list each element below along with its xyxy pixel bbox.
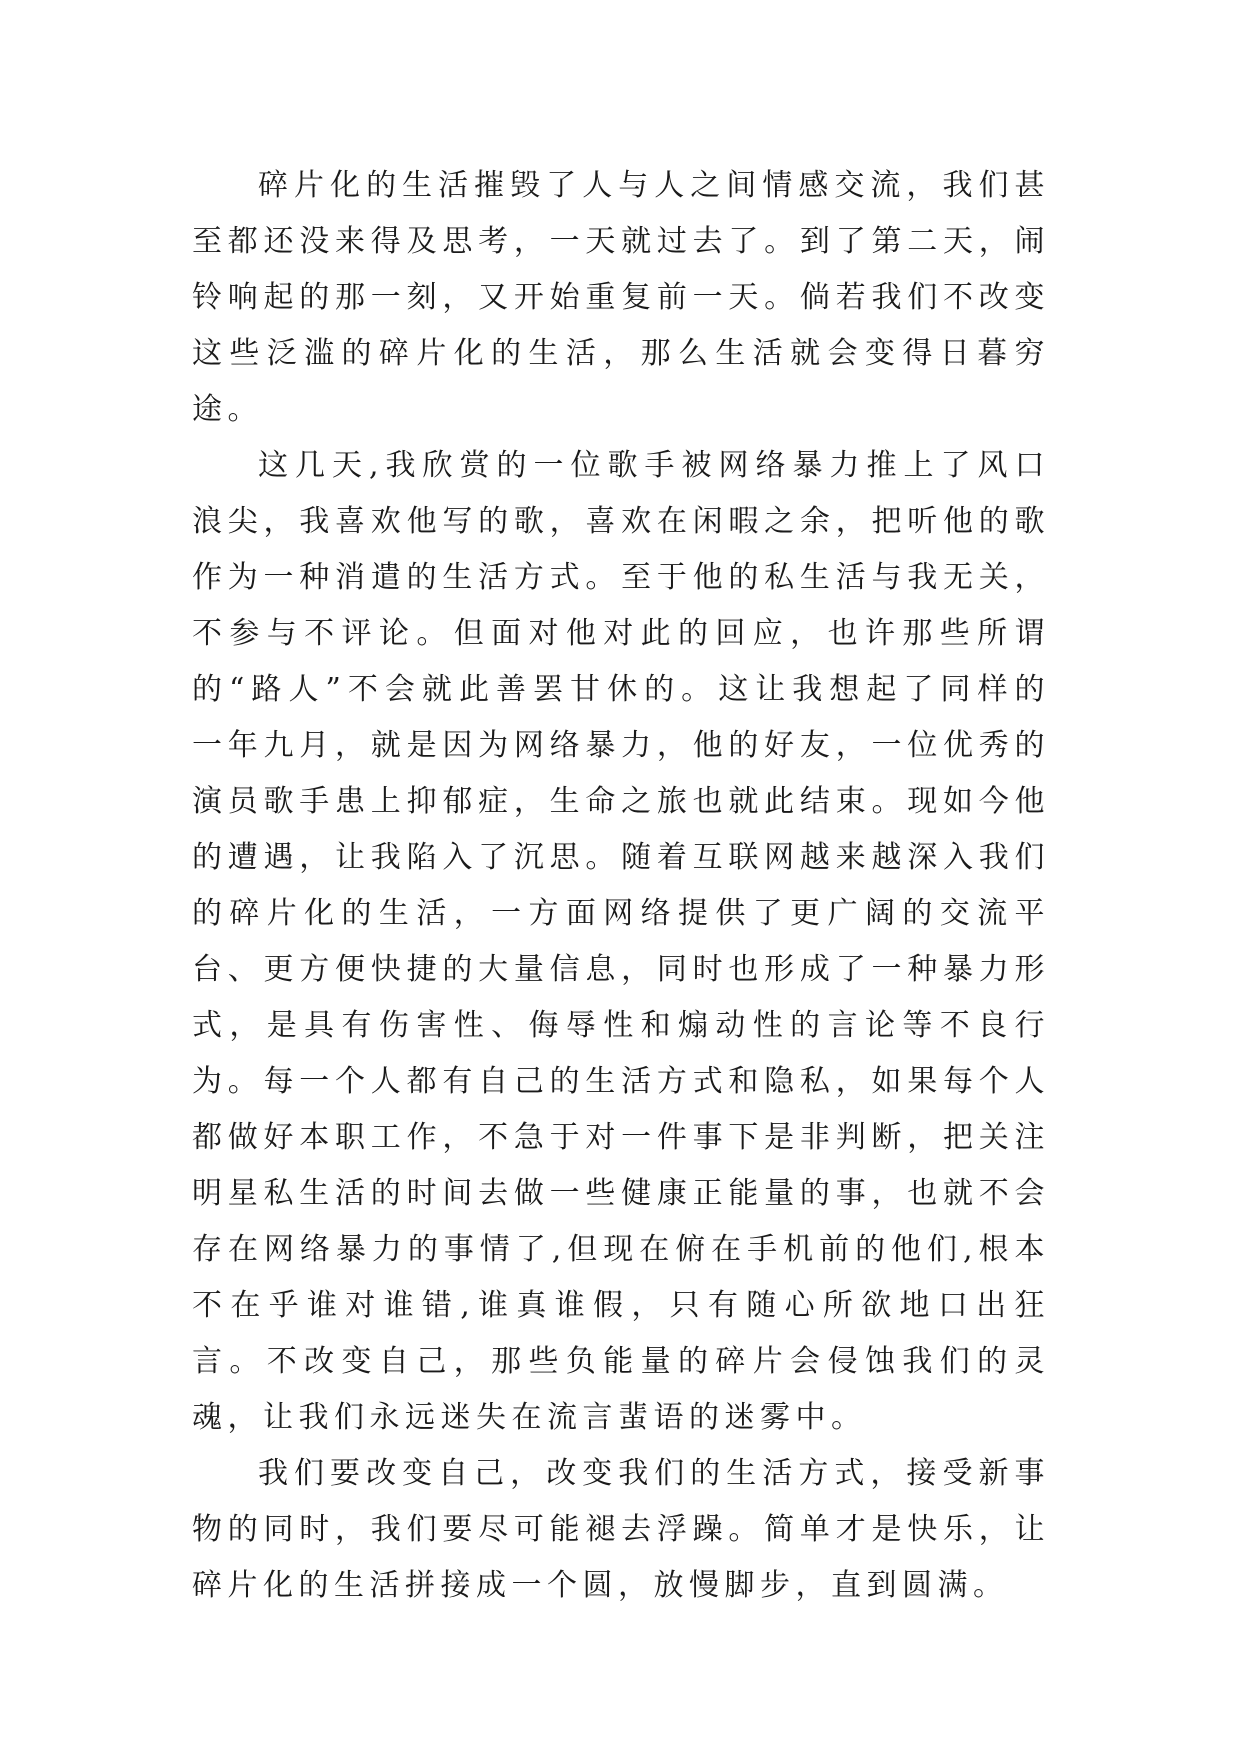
paragraph-1: 碎片化的生活摧毁了人与人之间情感交流，我们甚至都还没来得及思考，一天就过去了。到了第二天，闹铃响起的那一刻，又开始重复前一天。倘若我们不改变这些泛滥的碎片化的生活，那么生活就会变得日暮穷途。 [192,168,1050,427]
paragraph-2: 这几天,我欣赏的一位歌手被网络暴力推上了风口浪尖，我喜欢他写的歌，喜欢在闲暇之余，把听他的歌作为一种消遣的生活方式。至于他的私生活与我无关，不参与不评论。但面对他对此的回应，也许那些所谓的“路人”不会就此善罢甘休的。这让我想起了同样的一年九月，就是因为网络暴力，他的好友，一位优秀的演员歌手患上抑郁症，生命之旅也就此结束。现如今他的遭遇，让我陷入了沉思。随着互联网越来越深入我们的碎片化的生活，一方面网络提供了更广阔的交流平台、更方便快捷的大量信息，同时也形成了一种暴力形式，是具有伤害性、侮辱性和煽动性的言论等不良行为。每一个人都有自己的生活方式和隐私，如果每个人都做好本职工作，不急于对一件事下是非判断，把关注明星私生活的时间去做一些健康正能量的事，也就不会存在网络暴力的事情了,但现在俯在手机前的他们,根本不在乎谁对谁错,谁真谁假，只有随心所欲地口出狂言。不改变自己，那些负能量的碎片会侵蚀我们的灵魂，让我们永远迷失在流言蜚语的迷雾中。 [192,448,1050,1435]
document-body [192,158,1050,1614]
paragraph-3: 我们要改变自己，改变我们的生活方式，接受新事物的同时，我们要尽可能褪去浮躁。简单才是快乐，让碎片化的生活拼接成一个圆，放慢脚步，直到圆满。 [192,1456,1050,1603]
